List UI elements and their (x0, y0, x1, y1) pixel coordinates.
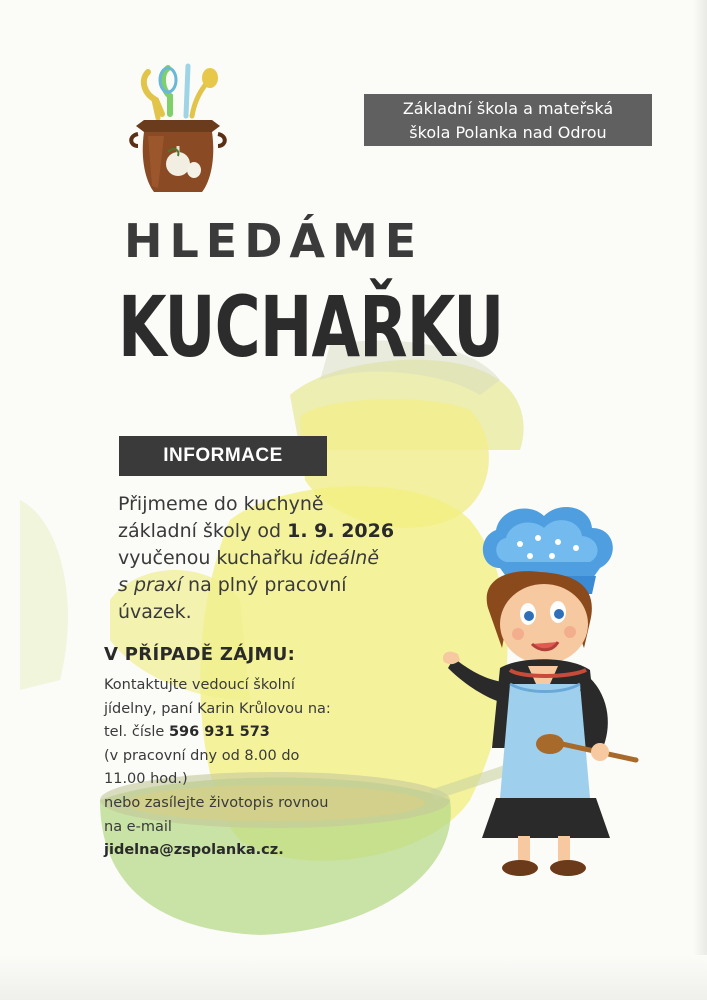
intro-line2: základní školy od (118, 520, 288, 542)
contact-line4: (v pracovní dny od 8.00 do (104, 747, 300, 764)
school-name-box (364, 94, 652, 146)
intro-line4: na plný pracovní (181, 574, 347, 596)
intro-line5: úvazek. (118, 601, 192, 623)
school-name-line1: Základní škola a mateřská (402, 99, 614, 118)
intro-praxi: s praxí (118, 574, 182, 596)
contact-line1: Kontaktujte vedoucí školní (104, 677, 295, 693)
info-label-bar: INFORMACE (119, 436, 327, 476)
contact-line2: jídelny, paní Karin Krůlovou na: (104, 700, 331, 717)
utensil-pot-logo-icon (128, 60, 228, 200)
contact-line7: na e-mail (104, 818, 172, 835)
email-address: jidelna@zspolanka.cz. (104, 842, 284, 859)
intro-ideal: ideálně (309, 547, 380, 569)
headline-main: KUCHAŘKU (118, 278, 504, 376)
contact-line3: tel. čísle (104, 724, 169, 741)
school-name-line2: škola Polanka nad Odrou (409, 123, 607, 142)
intro-line3: vyučenou kuchařku (118, 547, 310, 569)
phone-number: 596 931 573 (168, 724, 270, 741)
contact-line5: 11.00 hod.) (104, 771, 188, 788)
job-description (118, 491, 458, 626)
contact-info (104, 674, 394, 863)
start-date: 1. 9. 2026 (287, 520, 395, 542)
intro-line1: Přijmeme do kuchyně (118, 493, 324, 515)
paper-edge-shadow (693, 0, 707, 1000)
contact-line6: nebo zasílejte životopis rovnou (104, 794, 329, 811)
headline-top: HLEDÁME (124, 214, 424, 268)
interest-heading: V PŘÍPADĚ ZÁJMU: (104, 644, 296, 665)
paper-bottom-shadow (0, 955, 707, 1000)
cartoon-cook-illustration (440, 498, 640, 883)
